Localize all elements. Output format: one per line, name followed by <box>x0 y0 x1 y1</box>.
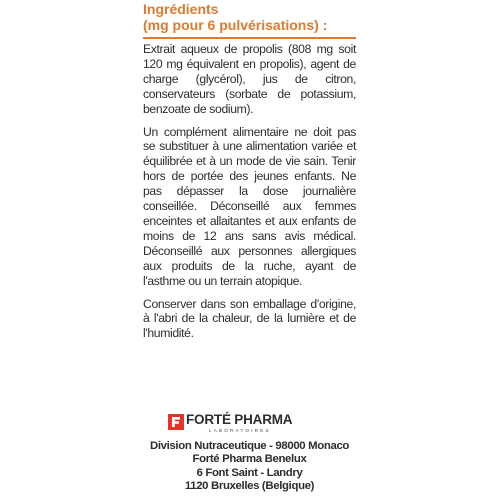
address-line-1: Division Nutraceutique - 98000 Monaco <box>149 440 350 452</box>
ingredients-heading-line2: (mg pour 6 pulvérisations) : <box>143 17 328 33</box>
brand-name: FORTÉ PHARMA <box>186 412 293 427</box>
address-line-4: 1120 Bruxelles (Belgique) <box>184 479 315 492</box>
heading-divider <box>143 37 356 39</box>
brand-subtitle: LABORATOIRES <box>209 428 271 433</box>
ingredients-heading-line1: Ingrédients <box>143 1 219 17</box>
company-address <box>143 440 356 493</box>
label-text-column <box>143 0 356 341</box>
brand-logo <box>168 413 338 431</box>
address-line-3: 6 Font Saint - Landry <box>196 466 303 479</box>
storage-text: Conserver dans son emballage d'origine, à l'abri de la chaleur, de la lumière et de l'humidité. <box>143 296 356 341</box>
ingredients-heading <box>143 0 356 33</box>
address-line-2: Forté Pharma Benelux <box>192 453 307 466</box>
warning-text: Un complément alimentaire ne doit pas se substituer à une alimentation variée et équilibrée et à un mode de vie sain. Tenir hors de portée des jeunes enfants. Ne pas dépasser la dose journalière conseillée. Déconseillé aux femmes enceintes et allaitantes et aux enfants de moins de 12 ans sans avis médical. Déconseillé aux personnes allergiques aux produits de la ruche, ayant de l'asthme ou un terrain atopique. <box>143 124 356 288</box>
forte-pharma-logo-icon <box>168 414 184 430</box>
ingredients-text: Extrait aqueux de propolis (808 mg soit 120 mg équivalent en propolis), agent de charge (glycérol), jus de citron, conservateurs (sorbate de potassium, benzoate de sodium). <box>143 42 356 116</box>
